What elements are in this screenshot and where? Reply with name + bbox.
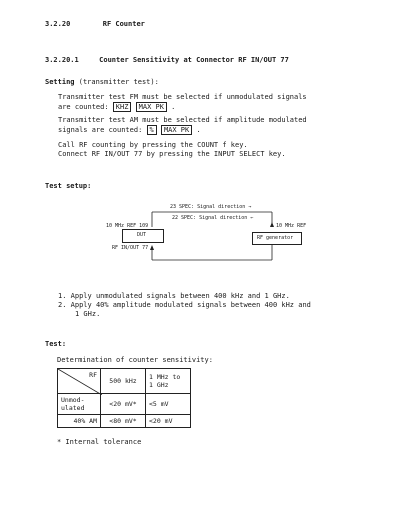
step-2-continuation xyxy=(58,310,311,319)
signal-direction-23: 23 SPEC: Signal direction → xyxy=(170,204,252,210)
setting-heading-suffix: (transmitter test): xyxy=(74,78,159,86)
section-number: 3.2.20 xyxy=(45,20,71,28)
table-header-col2 xyxy=(146,369,191,394)
steps-list xyxy=(58,292,311,319)
table-header-col2-line2: 1 GHz xyxy=(149,381,169,389)
table-row xyxy=(58,394,191,415)
am-line-1: Transmitter test AM must be selected if amplitude modulated xyxy=(58,116,307,124)
table-corner-cell xyxy=(58,369,101,394)
max-pk-key: MAX PK xyxy=(136,102,167,112)
table-header-col2-line1: 1 MHz to xyxy=(149,373,181,381)
ref-left-label: 10 MHz REF 109 xyxy=(106,223,149,229)
signal-direction-22: 22 SPEC: Signal direction ← xyxy=(172,215,254,221)
step-1-text: Apply unmodulated signals between 400 kHz and 1 GHz. xyxy=(70,292,290,300)
step-1 xyxy=(58,292,311,301)
table-row1-label xyxy=(58,394,101,415)
ref-right-label: 10 MHz REF xyxy=(276,223,307,229)
percent-key: % xyxy=(147,125,157,135)
am-line-2-text: signals are counted: xyxy=(58,126,143,134)
arrow-up-icon-right xyxy=(270,222,274,227)
call-line-2: Connect RF IN/OUT 77 by pressing the INPUT SELECT key. xyxy=(58,150,286,158)
fm-line-2: are counted: KHZ MAX PK . xyxy=(58,103,176,111)
table-row1-label-line2: ulated xyxy=(61,404,85,412)
table-corner-label: RF xyxy=(89,371,97,379)
fm-line-2-text: are counted: xyxy=(58,103,109,111)
subsection-number: 3.2.20.1 xyxy=(45,56,79,64)
test-intro: Determination of counter sensitivity: xyxy=(57,356,213,364)
khz-key: KHZ xyxy=(113,102,132,112)
test-setup-heading: Test setup: xyxy=(45,182,92,190)
subsection-title: Counter Sensitivity at Connector RF IN/OUT 77 xyxy=(99,56,289,64)
table-row2-col2: <20 mV xyxy=(146,415,191,428)
fm-line-1: Transmitter test FM must be selected if unmodulated signals xyxy=(58,93,307,101)
call-line-1: Call RF counting by pressing the COUNT f key. xyxy=(58,141,248,149)
max-pk-key-2: MAX PK xyxy=(161,125,192,135)
table-header-col1: 500 kHz xyxy=(101,369,146,394)
arrow-up-icon xyxy=(150,245,154,250)
rf-generator-label: RF generator xyxy=(257,235,294,241)
step-2 xyxy=(58,301,311,310)
table-row1-col2: <5 mV xyxy=(146,394,191,415)
table-row2-label: 40% AM xyxy=(58,415,101,428)
am-line-2: signals are counted: % MAX PK . xyxy=(58,126,201,134)
table-row1-label-line1: Unmod- xyxy=(61,396,85,404)
dut-label: DUT xyxy=(137,232,147,238)
dut-box xyxy=(122,229,164,243)
setting-heading-bold: Setting xyxy=(45,78,75,86)
table-row2-col1: <80 mV* xyxy=(101,415,146,428)
test-heading: Test: xyxy=(45,340,67,348)
rf-in-out-label: RF IN/OUT 77 xyxy=(112,245,149,251)
step-2-number: 2. xyxy=(58,301,67,309)
table-row xyxy=(58,369,191,394)
step-1-number: 1. xyxy=(58,292,67,300)
table-row1-col1: <20 mV* xyxy=(101,394,146,415)
table-footnote: * Internal tolerance xyxy=(57,438,142,446)
step-2-text-2: 1 GHz. xyxy=(75,310,101,318)
section-title: RF Counter xyxy=(102,20,145,28)
rf-generator-box xyxy=(252,232,302,245)
table-row xyxy=(58,415,191,428)
sensitivity-table xyxy=(57,368,191,428)
step-2-text: Apply 40% amplitude modulated signals between 400 kHz and xyxy=(70,301,311,309)
